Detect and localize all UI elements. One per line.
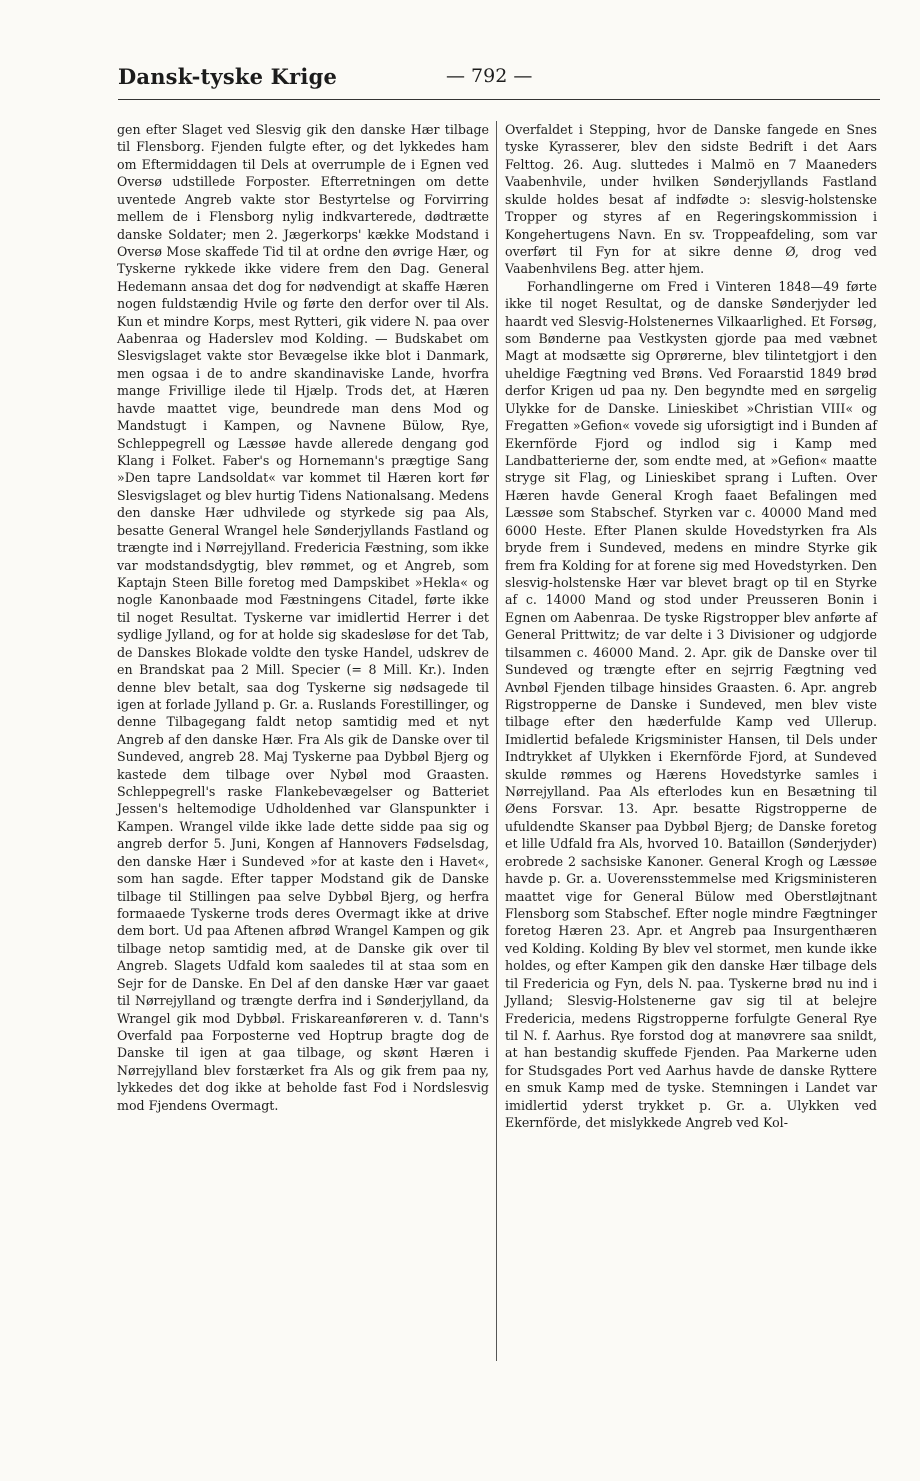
running-title: Dansk-tyske Krige: [118, 64, 338, 89]
header-rule: [118, 99, 880, 100]
paragraph: Forhandlingerne om Fred i Vinteren 1848—49 førte ikke til noget Resultat, og de danske Sønderjyder led haardt ved Slesvig-Holstenernes Vilkaarlighed. Et Forsøg, som Bønderne paa Vestkysten gjorde paa med væbnet Magt at modsætte sig Oprørerne, blev tilintetgjort i den uheldige Fægtning ved Brøns. Ved Foraarstid 1849 brød derfor Krigen ud paa ny. Den begyndte med en sørgelig Ulykke for de Danske. Linieskibet »Christian VIII« og Fregatten »Gefion« vovede sig uforsigtigt ind i Bunden af Ekernförde Fjord og indlod sig i Kamp med Landbatterierne der, som endte med, at »Gefion« maatte stryge sit Flag, og Linieskibet sprang i Luften. Over Hæren havde General Krogh faaet Befalingen med Læssøe som Stabschef. Styrken var c. 40000 Mand med 6000 Heste. Efter Planen skulde Hovedstyrken fra Als bryde frem i Sundeved, medens en mindre Styrke gik frem fra Kolding for at forene sig med Hovedstyrken. Den slesvig-holstenske Hær var blevet bragt op til en Styrke af c. 14000 Mand og stod under Preusseren Bonin i Egnen om Aabenraa. De tyske Rigstropper blev anførte af General Prittwitz; de var delte i 3 Divisioner og udgjorde tilsammen c. 46000 Mand. 2. Apr. gik de Danske over til Sundeved og trængte efter en sejrrig Fægtning ved Avnbøl Fjenden tilbage hinsides Graasten. 6. Apr. angreb Rigstropperne de Danske i Sundeved, men blev viste tilbage efter den hæderfulde Kamp ved Ullerup. Imidlertid befalede Krigsminister Hansen, til Dels under Indtrykket af Ulykken i Ekernförde Fjord, at Sundeved skulde rømmes og Hærens Hovedstyrke samles i Nørrejylland. Paa Als efterlodes kun en Besætning til Øens Forsvar. 13. Apr. besatte Rigstropperne de ufuldendte Skanser paa Dybbøl Bjerg; de Danske foretog et lille Udfald fra Als, hvorved 10. Bataillon (Sønderjyder) erobrede 2 sachsiske Kanoner. General Krogh og Læssøe havde p. Gr. a. Uoverensstemmelse med Krigsministeren maattet vige for General Bülow med Oberstløjtnant Flensborg som Stabschef. Efter nogle mindre Fægtninger foretog Hæren 23. Apr. et Angreb paa Insurgenthæren ved Kolding. Kolding By blev vel stormet, men kunde ikke holdes, og efter Kampen gik den danske Hær tilbage dels til Fredericia og Fyn, dels N. paa. Tyskerne brød nu ind i Jylland; Slesvig-Holstenerne gav sig til at belejre Fredericia, medens Rigstropperne forfulgte General Rye til N. f. Aarhus. Rye forstod dog at manøvrere saa snildt, at han bestandig skuffede Fjenden. Paa Markerne uden for Studsgades Port ved Aarhus havde de danske Ryttere en smuk Kamp med de tyske. Stemningen i Landet var imidlertid yderst trykket p. Gr. a. Ulykken ved Ekernförde, det mislykkede Angreb ved Kol-: [505, 278, 877, 1131]
right-column: [505, 121, 877, 1131]
page-header: [118, 62, 878, 98]
page-number: — 792 —: [446, 65, 533, 87]
paragraph: gen efter Slaget ved Slesvig gik den danske Hær tilbage til Flensborg. Fjenden fulgte efter, og det lykkedes ham om Eftermiddagen til Dels at overrumple de i Egnen ved Oversø udstillede Forposter. Efterretningen om dette uventede Angreb vakte stor Bestyrtelse og Forvirring mellem de i Flensborg nylig indkvarterede, dødtrætte danske Soldater; men 2. Jægerkorps' kække Modstand i Oversø Mose skaffede Tid til at ordne den øvrige Hær, og Tyskerne rykkede ikke videre frem den Dag. General Hedemann ansaa det dog for nødvendigt at skaffe Hæren nogen fuldstændig Hvile og førte den derfor over til Als. Kun et mindre Korps, mest Rytteri, gik videre N. paa over Aabenraa og Haderslev mod Kolding. — Budskabet om Slesvigslaget vakte stor Bevægelse ikke blot i Danmark, men ogsaa i de to andre skandinaviske Lande, hvorfra mange Frivillige ilede til Hjælp. Trods det, at Hæren havde maattet vige, beundrede man dens Mod og Mandstugt i Kampen, og Navnene Bülow, Rye, Schleppegrell og Læssøe havde allerede dengang god Klang i Folket. Faber's og Hornemann's prægtige Sang »Den tapre Landsoldat« var kommet til Hæren kort før Slesvigslaget og blev hurtig Tidens Nationalsang. Medens den danske Hær udhvilede og styrkede sig paa Als, besatte General Wrangel hele Sønderjyllands Fastland og trængte ind i Nørrejylland. Fredericia Fæstning, som ikke var modstandsdygtig, blev rømmet, og et Angreb, som Kaptajn Steen Bille foretog med Dampskibet »Hekla« og nogle Kanonbaade mod Fæstningens Citadel, førte ikke til noget Resultat. Tyskerne var imidlertid Herrer i det sydlige Jylland, og for at holde sig skadesløse for det Tab, de Danskes Blokade voldte den tyske Handel, udskrev de en Brandskat paa 2 Mill. Specier (= 8 Mill. Kr.). Inden denne blev betalt, saa dog Tyskerne sig nødsagede til igen at forlade Jylland p. Gr. a. Ruslands Forestillinger, og denne Tilbagegang faldt netop samtidig med et nyt Angreb af den danske Hær. Fra Als gik de Danske over til Sundeved, angreb 28. Maj Tyskerne paa Dybbøl Bjerg og kastede dem tilbage over Nybøl mod Graasten. Schleppegrell's raske Flankebevægelser og Batteriet Jessen's heltemodige Udholdenhed var Glanspunkter i Kampen. Wrangel vilde ikke lade dette sidde paa sig og angreb derfor 5. Juni, Kongen af Hannovers Fødselsdag, den danske Hær i Sundeved »for at kaste den i Havet«, som han sagde. Efter tapper Modstand gik de Danske tilbage til Stillingen paa selve Dybbøl Bjerg, og herfra formaaede Tyskerne trods deres Overmagt ikke at drive dem bort. Ud paa Aftenen afbrød Wrangel Kampen og gik tilbage netop samtidig med, at de Danske gik over til Angreb. Slagets Udfald kom saaledes til at staa som en Sejr for de Danske. En Del af den danske Hær var gaaet til Nørrejylland og trængte derfra ind i Sønderjylland, da Wrangel gik mod Dybbøl. Friskareanføreren v. d. Tann's Overfald paa Forposterne ved Hoptrup bragte dog de Danske til igen at gaa tilbage, og skønt Hæren i Nørrejylland blev forstærket fra Als og gik frem paa ny, lykkedes det dog ikke at beholde fast Fod i Nordslesvig mod Fjendens Overmagt.: [117, 122, 490, 1113]
left-column: [117, 121, 489, 1114]
column-divider: [496, 121, 497, 1361]
paragraph: Overfaldet i Stepping, hvor de Danske fangede en Snes tyske Kyrasserer, blev den sidste Bedrift i det Aars Felttog. 26. Aug. sluttedes i Malmö en 7 Maaneders Vaabenhvile, under hvilken Sønderjyllands Fastland skulde holdes besat af indfødte ɔ: slesvig-holstenske Tropper og styres af en Regeringskommission i Kongehertugens Navn. En sv. Troppeafdeling, som var overført til Fyn for at sikre denne Ø, drog ved Vaabenhvilens Beg. atter hjem.: [505, 122, 877, 277]
